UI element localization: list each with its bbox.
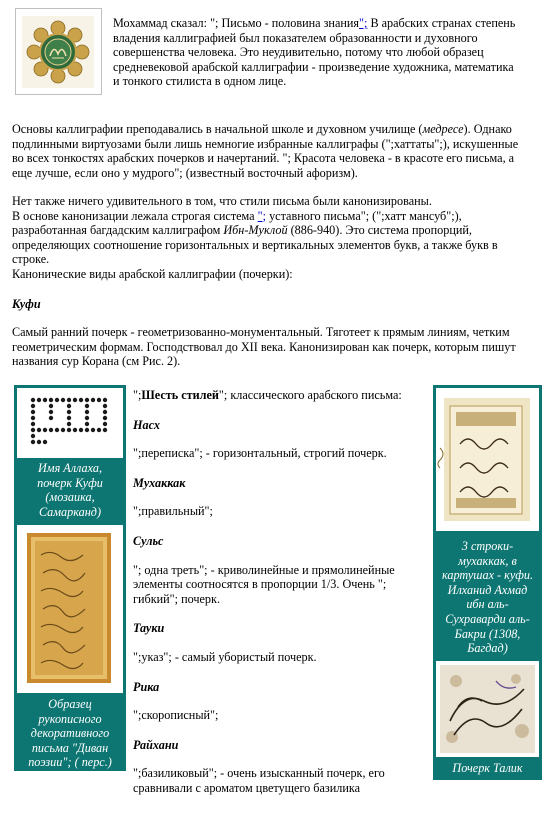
text: "; классического арабского письма: — [218, 388, 402, 402]
style-desc: гибкий"; почерк. — [133, 591, 220, 606]
kufi-mosaic-image — [17, 388, 123, 458]
text-line: еще лучше, если оно у мудрого"; (известный восточный афоризм). — [12, 165, 358, 180]
style-desc: ";скорописный"; — [133, 708, 219, 723]
text-line: Канонические виды арабской каллиграфии (почерки): — [12, 266, 293, 281]
caption-line: 3 строки- — [461, 539, 514, 553]
text: "; — [133, 388, 142, 402]
six-styles-term: Шесть стилей — [141, 388, 219, 402]
kufi-heading: Куфи — [12, 297, 41, 311]
text: (886-940). Это система пропорций, — [287, 223, 472, 238]
intro-line: средневековой арабской каллиграфии - произведение художника, математика — [113, 59, 514, 74]
caption-line: декоративного — [30, 726, 110, 741]
intro-text: В арабских странах степень — [367, 16, 516, 30]
caption-line: Самарканд) — [38, 504, 102, 519]
caption-line: Сухраварди аль- — [445, 611, 530, 626]
caption-line: почерк Куфи — [37, 475, 103, 490]
intro-line: и тонкого стилиста в одном лице. — [113, 74, 287, 89]
canonization-paragraph — [12, 194, 552, 282]
text: разработанная багдадским каллиграфом — [12, 223, 224, 238]
style-name-sulus: Сульс — [133, 533, 164, 548]
kufi-mosaic-caption — [17, 461, 123, 519]
text: Основы каллиграфии преподавались в начальной школе и духовном училище ( — [12, 122, 423, 136]
six-styles-section — [133, 388, 423, 796]
caption-line: письма "Диван — [31, 740, 109, 755]
talik-caption: Почерк Талик — [452, 761, 523, 775]
caption-line: Багдад) — [467, 641, 508, 656]
caption-line: ибн аль- — [466, 597, 509, 612]
arabic-ornament-image — [22, 16, 94, 88]
text: В основе канонизации лежала строгая система — [12, 208, 258, 223]
style-desc: элементы соотносятся в пропорции 1/3. Очень "; — [133, 577, 387, 592]
caption-line: Бакри (1308, — [454, 626, 521, 641]
text: уставного письма"; (";хатт мансуб";), — [266, 208, 462, 223]
divan-caption — [17, 697, 123, 770]
muhakkak-caption — [436, 539, 539, 656]
caption-line: картушах - куфи. — [441, 568, 534, 583]
caption-line: Образец — [48, 697, 92, 711]
style-desc: ";указ"; - самый убористый почерк. — [133, 649, 317, 664]
caption-line: Имя Аллаха, — [38, 461, 102, 475]
text-line: геометрическим формам. Господствовал до XII века. Канонизирован как почерк, которым пишут — [12, 339, 516, 354]
style-name-tauki: Тауки — [133, 621, 165, 636]
style-name-muhakkak: Мухаккак — [133, 475, 186, 490]
style-name-naskh: Насх — [133, 417, 160, 432]
ibn-mukla-name: Ибн-Муклой — [223, 223, 288, 238]
talik-image — [436, 661, 539, 757]
style-name-rika: Рика — [133, 679, 160, 694]
quote-link[interactable]: "; — [359, 16, 368, 30]
text: ). Однако — [463, 122, 512, 136]
text-line: подлинными виртуозами были лишь немногие избранные каллиграфы (";хаттаты";), искушенные — [12, 136, 519, 151]
caption-line: (мозаика, — [45, 490, 95, 505]
style-desc: ";переписка"; - горизонтальный, строгий почерк. — [133, 446, 387, 461]
text-line: названия сур Корана (см Рис. 2). — [12, 354, 181, 369]
madrasa-term: медресе — [422, 122, 464, 136]
divan-manuscript-image — [17, 525, 123, 693]
text-line: строке. — [12, 252, 50, 267]
style-name-raihani: Райхани — [133, 737, 179, 752]
intro-paragraph — [113, 16, 543, 89]
muhakkak-manuscript-image — [436, 388, 539, 531]
caption-line: Илханид Ахмад — [447, 582, 528, 597]
calligraphy-basics-paragraph — [12, 122, 552, 180]
style-desc: "; одна треть"; - криволинейные и прямолинейные — [133, 562, 395, 577]
quote-link[interactable]: "; — [257, 208, 267, 223]
style-desc: ";базиликовый"; - очень изысканный почерк, его — [133, 766, 385, 781]
text-line: во всех тонкостях арабских почерков и начертаний. "; Красота человека - в красоте его письма, а — [12, 151, 515, 166]
text-line: Самый ранний почерк - геометризованно-монументальный. Тяготеет к прямым линиям, четким — [12, 325, 510, 339]
text-line: Нет также ничего удивительного в том, что стили письма были канонизированы. — [12, 194, 432, 208]
intro-line: владения каллиграфией был показателем образованности и духовного — [113, 30, 478, 45]
intro-line: совершенства человека. Это неудивительно, потому что любой образец — [113, 45, 484, 60]
style-desc: ";правильный"; — [133, 504, 213, 519]
kufi-paragraph — [12, 325, 552, 369]
caption-line: мухаккак, в — [458, 553, 517, 568]
ornament-image-frame — [15, 8, 102, 95]
style-desc: сравнивали с ароматом цветущего базилика — [133, 780, 361, 795]
caption-line: рукописного — [38, 711, 102, 726]
caption-line: поэзии"; ( перс.) — [28, 755, 112, 770]
text-line: определяющих соотношение горизонтальных и вертикальных элементов букв, а также букв в — [12, 237, 498, 252]
intro-text: Мохаммад сказал: "; Письмо - половина знания — [113, 16, 360, 30]
